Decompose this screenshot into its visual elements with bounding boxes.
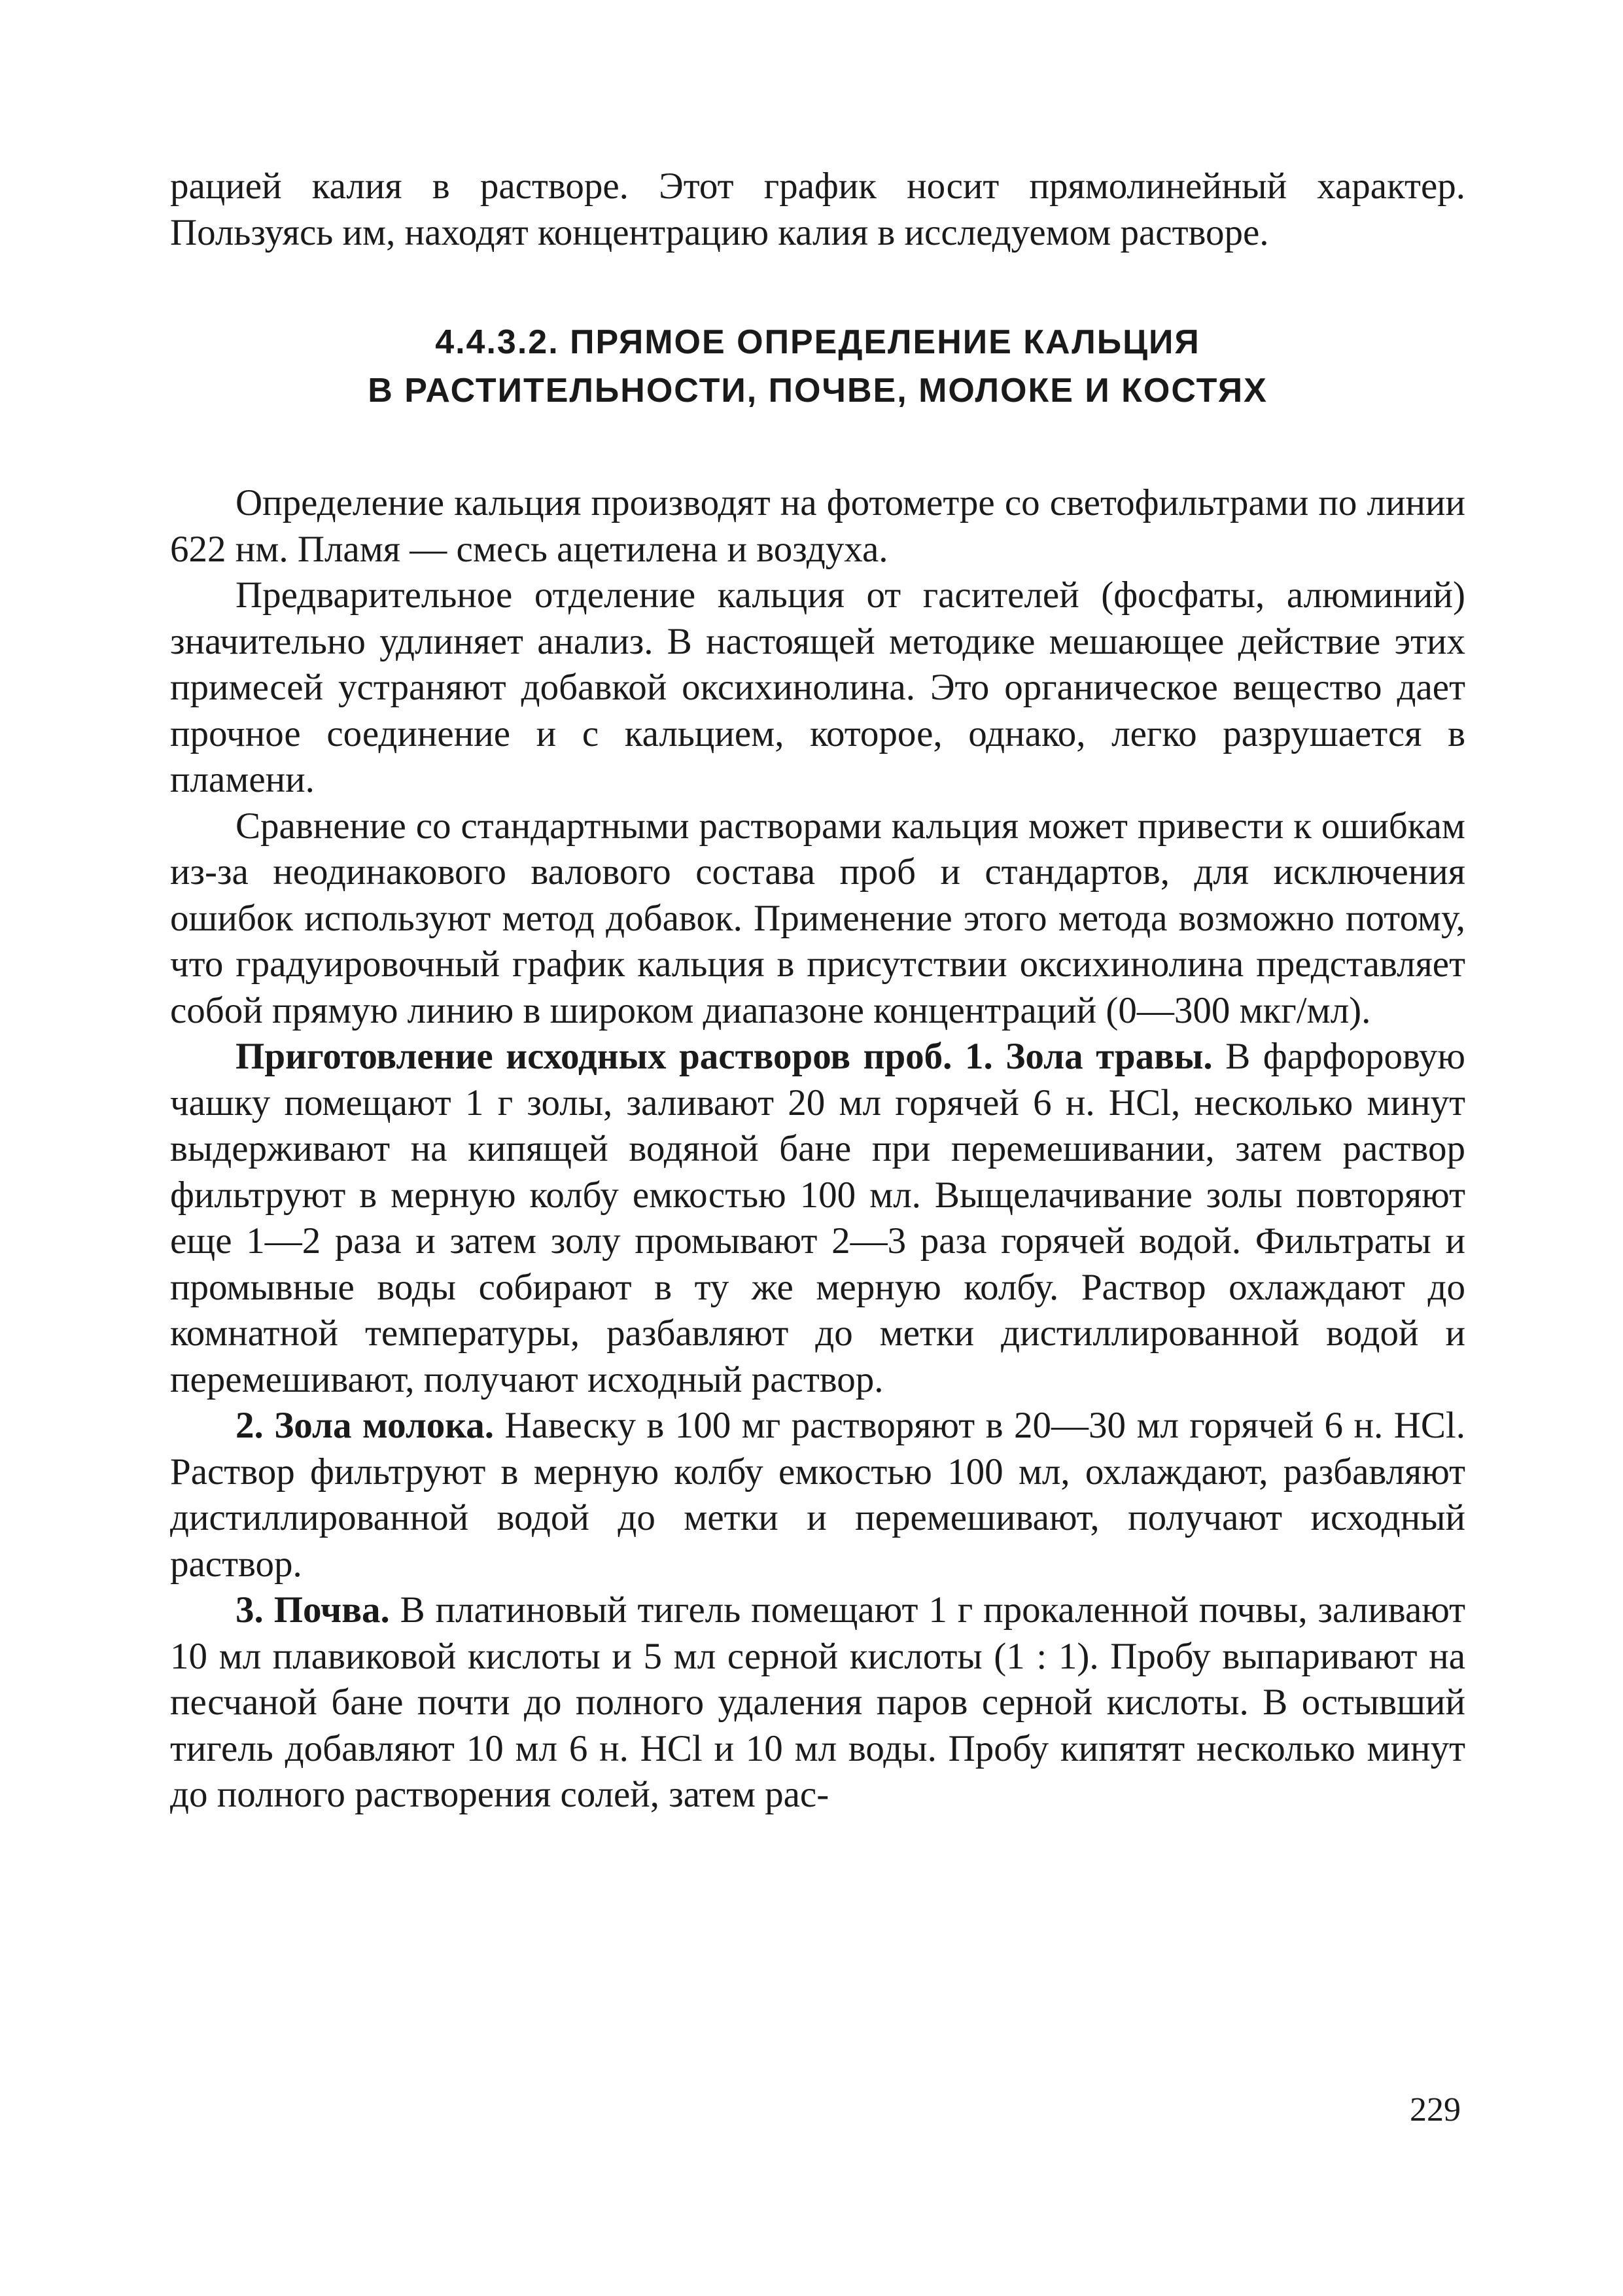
page-number: 229	[1410, 2091, 1461, 2128]
section-heading-line-2: В РАСТИТЕЛЬНОСТИ, ПОЧВЕ, МОЛОКЕ И КОСТЯХ	[368, 372, 1268, 410]
section-heading	[170, 318, 1465, 415]
paragraph-soil	[170, 1587, 1465, 1818]
paragraph-soil-body: В платиновый тигель помещают 1 г прокаленной почвы, заливают 10 мл плавиковой кислоты и 5 мл серной кислоты (1 : 1). Пробу выпаривают на песчаной бане почти до полного удаления паров серной кислоты. В остывший тигель добавляют 10 мл 6 н. HCl и 10 мл воды. Пробу кипятят несколько минут до полного растворения солей, затем рас-	[170, 1589, 1465, 1815]
paragraph-grass-ash-body: В фарфоровую чашку помещают 1 г золы, заливают 20 мл горячей 6 н. HCl, несколько минут выдерживают на кипящей водяной бане при перемешивании, затем раствор фильтруют в мерную колбу емкостью 100 мл. Выщелачивание золы повторяют еще 1—2 раза и затем золу промывают 2—3 раза горячей водой. Фильтраты и промывные воды собирают в ту же мерную колбу. Раствор охлаждают до комнатной температуры, разбавляют до метки дистиллированной водой и перемешивают, получают исходный раствор.	[170, 1036, 1466, 1400]
paragraph-milk-ash	[170, 1403, 1465, 1587]
paragraph-soil-lead: 3. Почва.	[236, 1589, 390, 1631]
paragraph-grass-ash	[170, 1034, 1465, 1403]
paragraph-milk-ash-body: Навеску в 100 мг растворяют в 20—30 мл горячей 6 н. HCl. Раствор фильтруют в мерную колбу емкостью 100 мл, охлаждают, разбавляют дистиллированной водой до метки и перемешивают, получают исходный раствор.	[170, 1405, 1465, 1585]
page-body	[170, 164, 1465, 1818]
section-heading-line-1: 4.4.3.2. ПРЯМОЕ ОПРЕДЕЛЕНИЕ КАЛЬЦИЯ	[435, 323, 1200, 361]
paragraph-comparison: Сравнение со стандартными растворами кальция может привести к ошибкам из-за неодинакового валового состава проб и стандартов, для исключения ошибок используют метод добавок. Применение этого метода возможно потому, что градуировочный график кальция в присутствии оксихинолина представляет собой прямую линию в широком диапазоне концентраций (0—300 мкг/мл).	[170, 805, 1465, 1031]
paragraph-method: Определение кальция производят на фотометре со светофильтрами по линии 622 нм. Пламя — смесь ацетилена и воздуха.	[170, 482, 1465, 570]
paragraph-milk-ash-lead: 2. Зола молока.	[236, 1405, 495, 1446]
intro-paragraph: рацией калия в растворе. Этот график носит прямолинейный характер. Пользуясь им, находят концентрацию калия в исследуемом растворе.	[170, 166, 1465, 253]
paragraph-grass-ash-lead: Приготовление исходных растворов проб. 1. Зола травы.	[236, 1036, 1213, 1077]
paragraph-separation: Предварительное отделение кальция от гасителей (фосфаты, алюминий) значительно удлиняет анализ. В настоящей методике мешающее действие этих примесей устраняют добавкой оксихинолина. Это органическое вещество дает прочное соединение и с кальцием, которое, однако, легко разрушается в пламени.	[170, 574, 1465, 800]
